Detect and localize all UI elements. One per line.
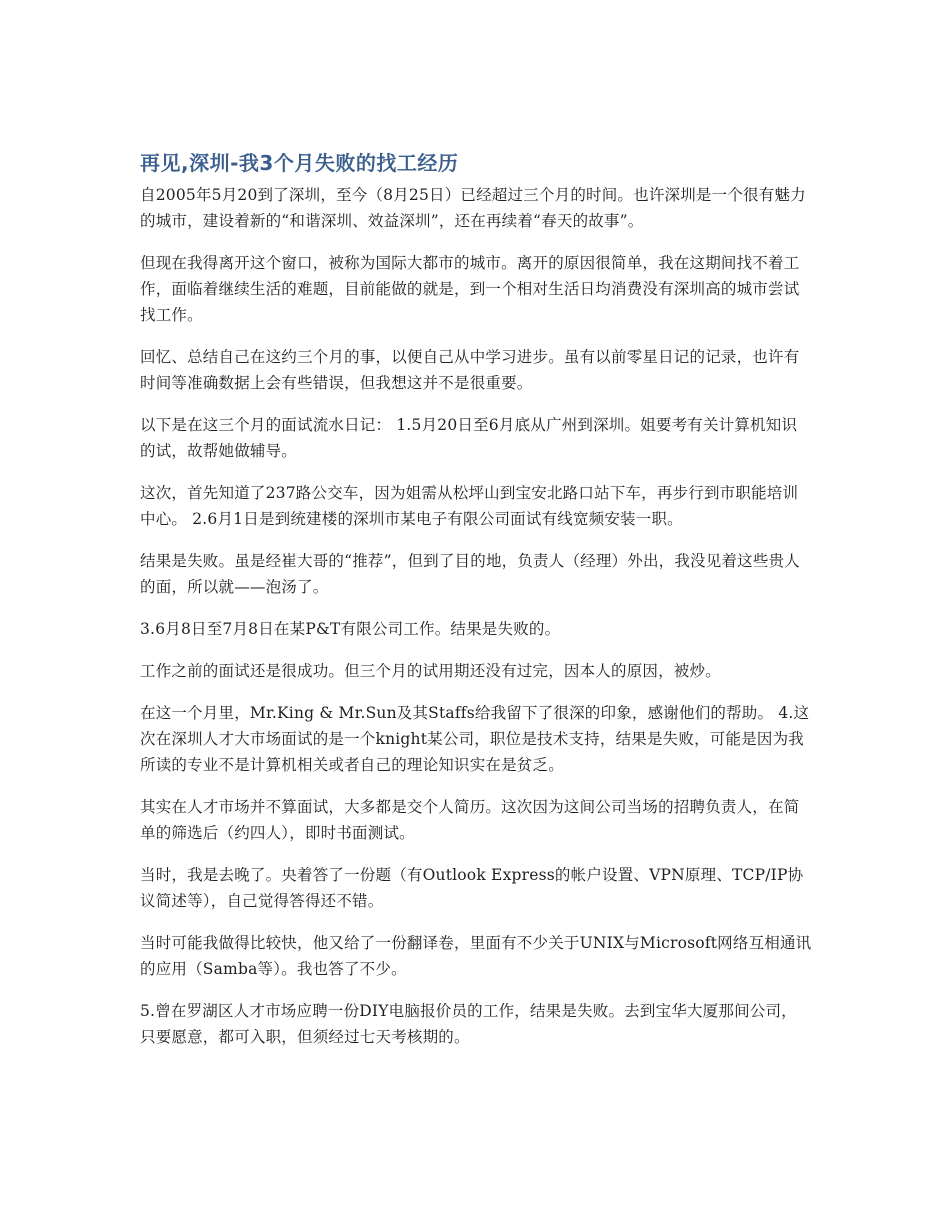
paragraph-5: 这次，首先知道了237路公交车，因为姐需从松坪山到宝安北路口站下车，再步行到市职能培训中心。 2.6月1日是到统建楼的深圳市某电子有限公司面试有线宽频安装一职。 bbox=[140, 484, 799, 528]
paragraph-8: 工作之前的面试还是很成功。但三个月的试用期还没有过完，因本人的原因，被炒。 bbox=[140, 662, 721, 680]
paragraph-7: 3.6月8日至7月8日在某P&T有限公司工作。结果是失败的。 bbox=[140, 620, 561, 638]
paragraph-3: 回忆、总结自己在这约三个月的事，以便自己从中学习进步。虽有以前零星日记的记录，也许有时间等准确数据上会有些错误，但我想这并不是很重要。 bbox=[140, 348, 800, 392]
paragraph-4: 以下是在这三个月的面试流水日记： 1.5月20日至6月底从广州到深圳。姐要考有关计算机知识的试，故帮她做辅导。 bbox=[140, 416, 798, 460]
paragraph-10: 其实在人才市场并不算面试，大多都是交个人简历。这次因为这间公司当场的招聘负责人，在简单的筛选后（约四人），即时书面测试。 bbox=[140, 798, 800, 842]
document-title: 再见,深圳-我3个月失败的找工经历 bbox=[140, 151, 459, 175]
paragraph-12: 当时可能我做得比较快，他又给了一份翻译卷，里面有不少关于UNIX与Microsoft网络互相通讯的应用（Samba等）。我也答了不少。 bbox=[140, 934, 812, 978]
paragraph-13: 5.曾在罗湖区人才市场应聘一份DIY电脑报价员的工作，结果是失败。去到宝华大厦那间公司，只要愿意，都可入职，但须经过七天考核期的。 bbox=[140, 1002, 797, 1046]
paragraph-2: 但现在我得离开这个窗口，被称为国际大都市的城市。离开的原因很简单，我在这期间找不着工作，面临着继续生活的难题，目前能做的就是，到一个相对生活日均消费没有深圳高的城市尝试找工作。 bbox=[140, 254, 800, 324]
paragraph-1: 自2005年5月20到了深圳，至今（8月25日）已经超过三个月的时间。也许深圳是一个很有魅力的城市，建设着新的“和谐深圳、效益深圳”，还在再续着“春天的故事”。 bbox=[140, 186, 806, 230]
document-page bbox=[140, 148, 812, 1050]
paragraph-11: 当时，我是去晚了。央着答了一份题（有Outlook Express的帐户设置、VPN原理、TCP/IP协议简述等），自己觉得答得还不错。 bbox=[140, 866, 804, 910]
paragraph-6: 结果是失败。虽是经崔大哥的“推荐”，但到了目的地，负责人（经理）外出，我没见着这些贵人的面，所以就——泡汤了。 bbox=[140, 552, 800, 596]
paragraph-9: 在这一个月里，Mr.King & Mr.Sun及其Staffs给我留下了很深的印象，感谢他们的帮助。 4.这次在深圳人才大市场面试的是一个knight某公司，职位是技术支持，结果是失败，可能是因为我所读的专业不是计算机相关或者自己的理论知识实在是贫乏。 bbox=[140, 704, 810, 774]
